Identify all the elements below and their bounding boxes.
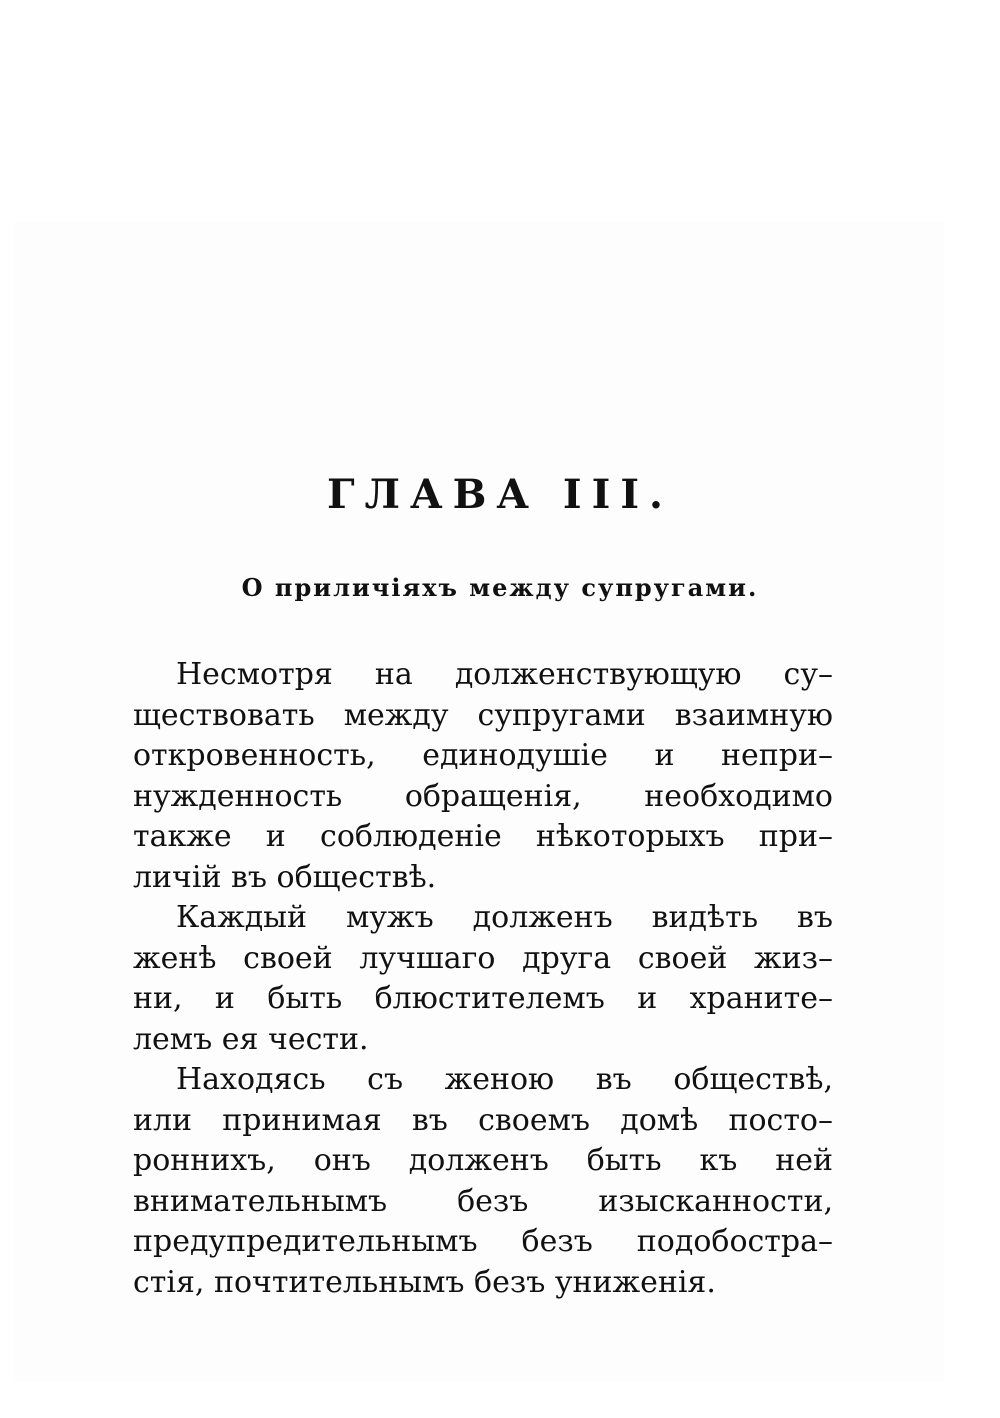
paragraph bbox=[133, 1060, 833, 1303]
text-line: Каждый мужъ долженъ видѣть въ bbox=[176, 900, 833, 935]
text-line: стiя, почтительнымъ безъ униженiя. bbox=[133, 1264, 716, 1300]
text-line: откровенность, единодушiе и непри– bbox=[133, 738, 833, 773]
text-line: также и соблюденiе нѣкоторыхъ при– bbox=[133, 819, 833, 854]
text-line: лемъ ея чести. bbox=[133, 1021, 369, 1057]
body-text bbox=[133, 655, 833, 1303]
text-line: внимательнымъ безъ изысканности, bbox=[133, 1183, 833, 1219]
text-line: личiй въ обществѣ. bbox=[133, 859, 437, 895]
text-line: нужденность обращенiя, необходимо bbox=[133, 778, 833, 814]
text-line: предупредительнымъ безъ подобостра– bbox=[133, 1224, 833, 1259]
text-line: ществовать между супругами взаимную bbox=[133, 697, 833, 733]
text-line: Несмотря на долженствующую су– bbox=[176, 657, 833, 692]
chapter-subtitle: О приличiяхъ между супругами. bbox=[241, 573, 759, 602]
text-line: ни, и быть блюстителемъ и хранитe– bbox=[133, 981, 833, 1016]
paragraph bbox=[133, 655, 833, 898]
chapter-title: ГЛАВА III. bbox=[327, 471, 673, 518]
text-line: Находясь съ женою въ обществѣ, bbox=[176, 1062, 833, 1097]
text-line: или принимая въ своемъ домѣ посто– bbox=[133, 1102, 833, 1138]
text-line: женѣ своей лучшаго друга своей жиз– bbox=[133, 940, 833, 976]
text-line: роннихъ, онъ долженъ быть къ ней bbox=[133, 1143, 833, 1178]
paragraph bbox=[133, 898, 833, 1060]
